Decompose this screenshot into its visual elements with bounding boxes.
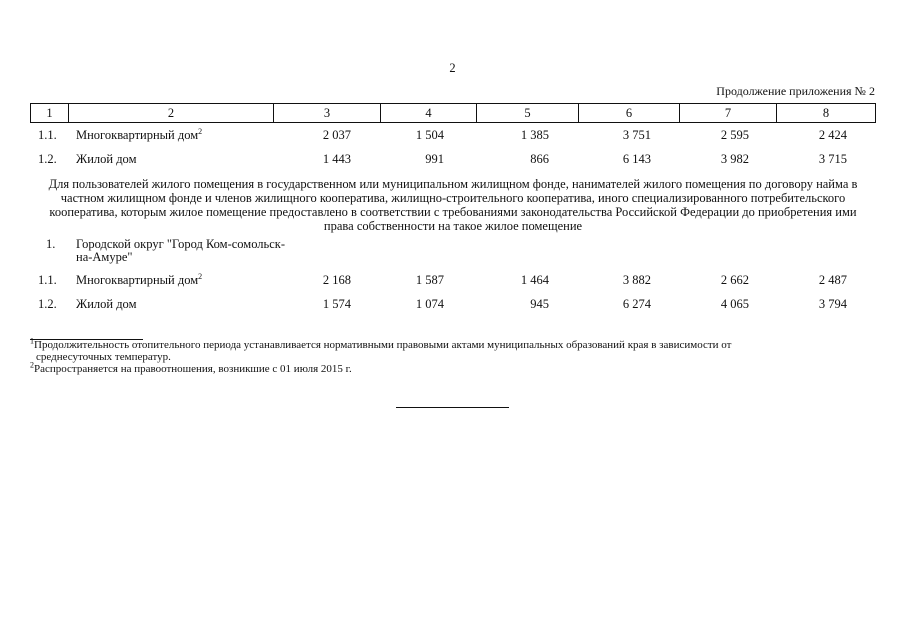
footnote-1 bbox=[30, 336, 875, 363]
value-cell: 2 487 bbox=[818, 273, 847, 287]
value-cell: 4 065 bbox=[720, 297, 749, 311]
column-header-8: 8 bbox=[777, 104, 876, 123]
footnote-ref: 2 bbox=[198, 126, 203, 136]
value-cell: 1 504 bbox=[415, 128, 444, 142]
row-name: Жилой дом bbox=[76, 297, 137, 311]
column-header-2: 2 bbox=[69, 104, 274, 123]
column-header-1: 1 bbox=[31, 104, 69, 123]
row-name: Жилой дом bbox=[76, 152, 137, 166]
page-number: 2 bbox=[449, 61, 456, 75]
column-header-3: 3 bbox=[274, 104, 381, 123]
value-cell: 945 bbox=[530, 297, 549, 311]
value-cell: 866 bbox=[530, 152, 549, 166]
footnote-2 bbox=[30, 360, 875, 375]
footnote-1-text: Продолжительность отопительного периода устанавливается нормативными правовыми актами муниципальных образований края в зависимости от bbox=[34, 339, 732, 351]
value-cell: 2 424 bbox=[818, 128, 847, 142]
value-cell: 1 574 bbox=[322, 297, 351, 311]
row-name-text: Многоквартирный дом bbox=[76, 273, 199, 287]
column-header-6: 6 bbox=[579, 104, 680, 123]
row-name bbox=[76, 273, 202, 288]
value-cell: 2 168 bbox=[322, 273, 351, 287]
value-cell: 1 587 bbox=[415, 273, 444, 287]
value-cell: 1 385 bbox=[520, 128, 549, 142]
footnotes bbox=[30, 336, 875, 375]
row-number: 1.2. bbox=[38, 152, 57, 166]
value-cell: 1 443 bbox=[322, 152, 351, 166]
column-header-5: 5 bbox=[477, 104, 579, 123]
end-of-document-line bbox=[396, 407, 509, 408]
value-cell: 2 037 bbox=[322, 128, 351, 142]
column-header-7: 7 bbox=[680, 104, 777, 123]
footnote-2-mark: 2 bbox=[30, 360, 34, 370]
value-cell: 2 595 bbox=[720, 128, 749, 142]
municipality-number: 1. bbox=[46, 237, 56, 251]
value-cell: 6 274 bbox=[622, 297, 651, 311]
row-name bbox=[76, 128, 202, 143]
column-header-4: 4 bbox=[381, 104, 477, 123]
value-cell: 991 bbox=[425, 152, 444, 166]
footnote-1-mark: 1 bbox=[30, 336, 34, 346]
table-row bbox=[30, 273, 875, 291]
municipality-name: Городской округ "Город Ком-сомольск-на-Амуре" bbox=[76, 237, 286, 264]
value-cell: 1 074 bbox=[415, 297, 444, 311]
footnote-2-text: Распространяется на правоотношения, возникшие с 01 июля 2015 г. bbox=[34, 363, 352, 375]
row-number: 1.1. bbox=[38, 273, 57, 287]
row-number: 1.2. bbox=[38, 297, 57, 311]
table-row bbox=[30, 152, 875, 170]
value-cell: 3 982 bbox=[720, 152, 749, 166]
value-cell: 3 715 bbox=[818, 152, 847, 166]
table-row bbox=[30, 128, 875, 146]
value-cell: 3 751 bbox=[622, 128, 651, 142]
footnote-1-text-continued: среднесуточных температур. bbox=[36, 351, 171, 363]
row-number: 1.1. bbox=[38, 128, 57, 142]
value-cell: 3 794 bbox=[818, 297, 847, 311]
value-cell: 1 464 bbox=[520, 273, 549, 287]
row-name-text: Многоквартирный дом bbox=[76, 128, 199, 142]
value-cell: 2 662 bbox=[720, 273, 749, 287]
column-number-header bbox=[30, 103, 876, 123]
value-cell: 6 143 bbox=[622, 152, 651, 166]
table-row bbox=[30, 297, 875, 315]
footnote-ref: 2 bbox=[198, 271, 203, 281]
section-heading: Для пользователей жилого помещения в государственном или муниципальном жилищном фонде, нанимателей жилого помещения по договору найма в частном жилищном фонде и членов жилищного кооператива, жилищно-строительного кооператива, иного специализированного потребительского кооператива, которым жилое помещение предоставлено в соответствии с требованиями законодательства Российской Федерации до приобретения ими права собственности на такое жилое помещение bbox=[48, 177, 858, 233]
value-cell: 3 882 bbox=[622, 273, 651, 287]
appendix-continuation-label: Продолжение приложения № 2 bbox=[716, 84, 875, 98]
